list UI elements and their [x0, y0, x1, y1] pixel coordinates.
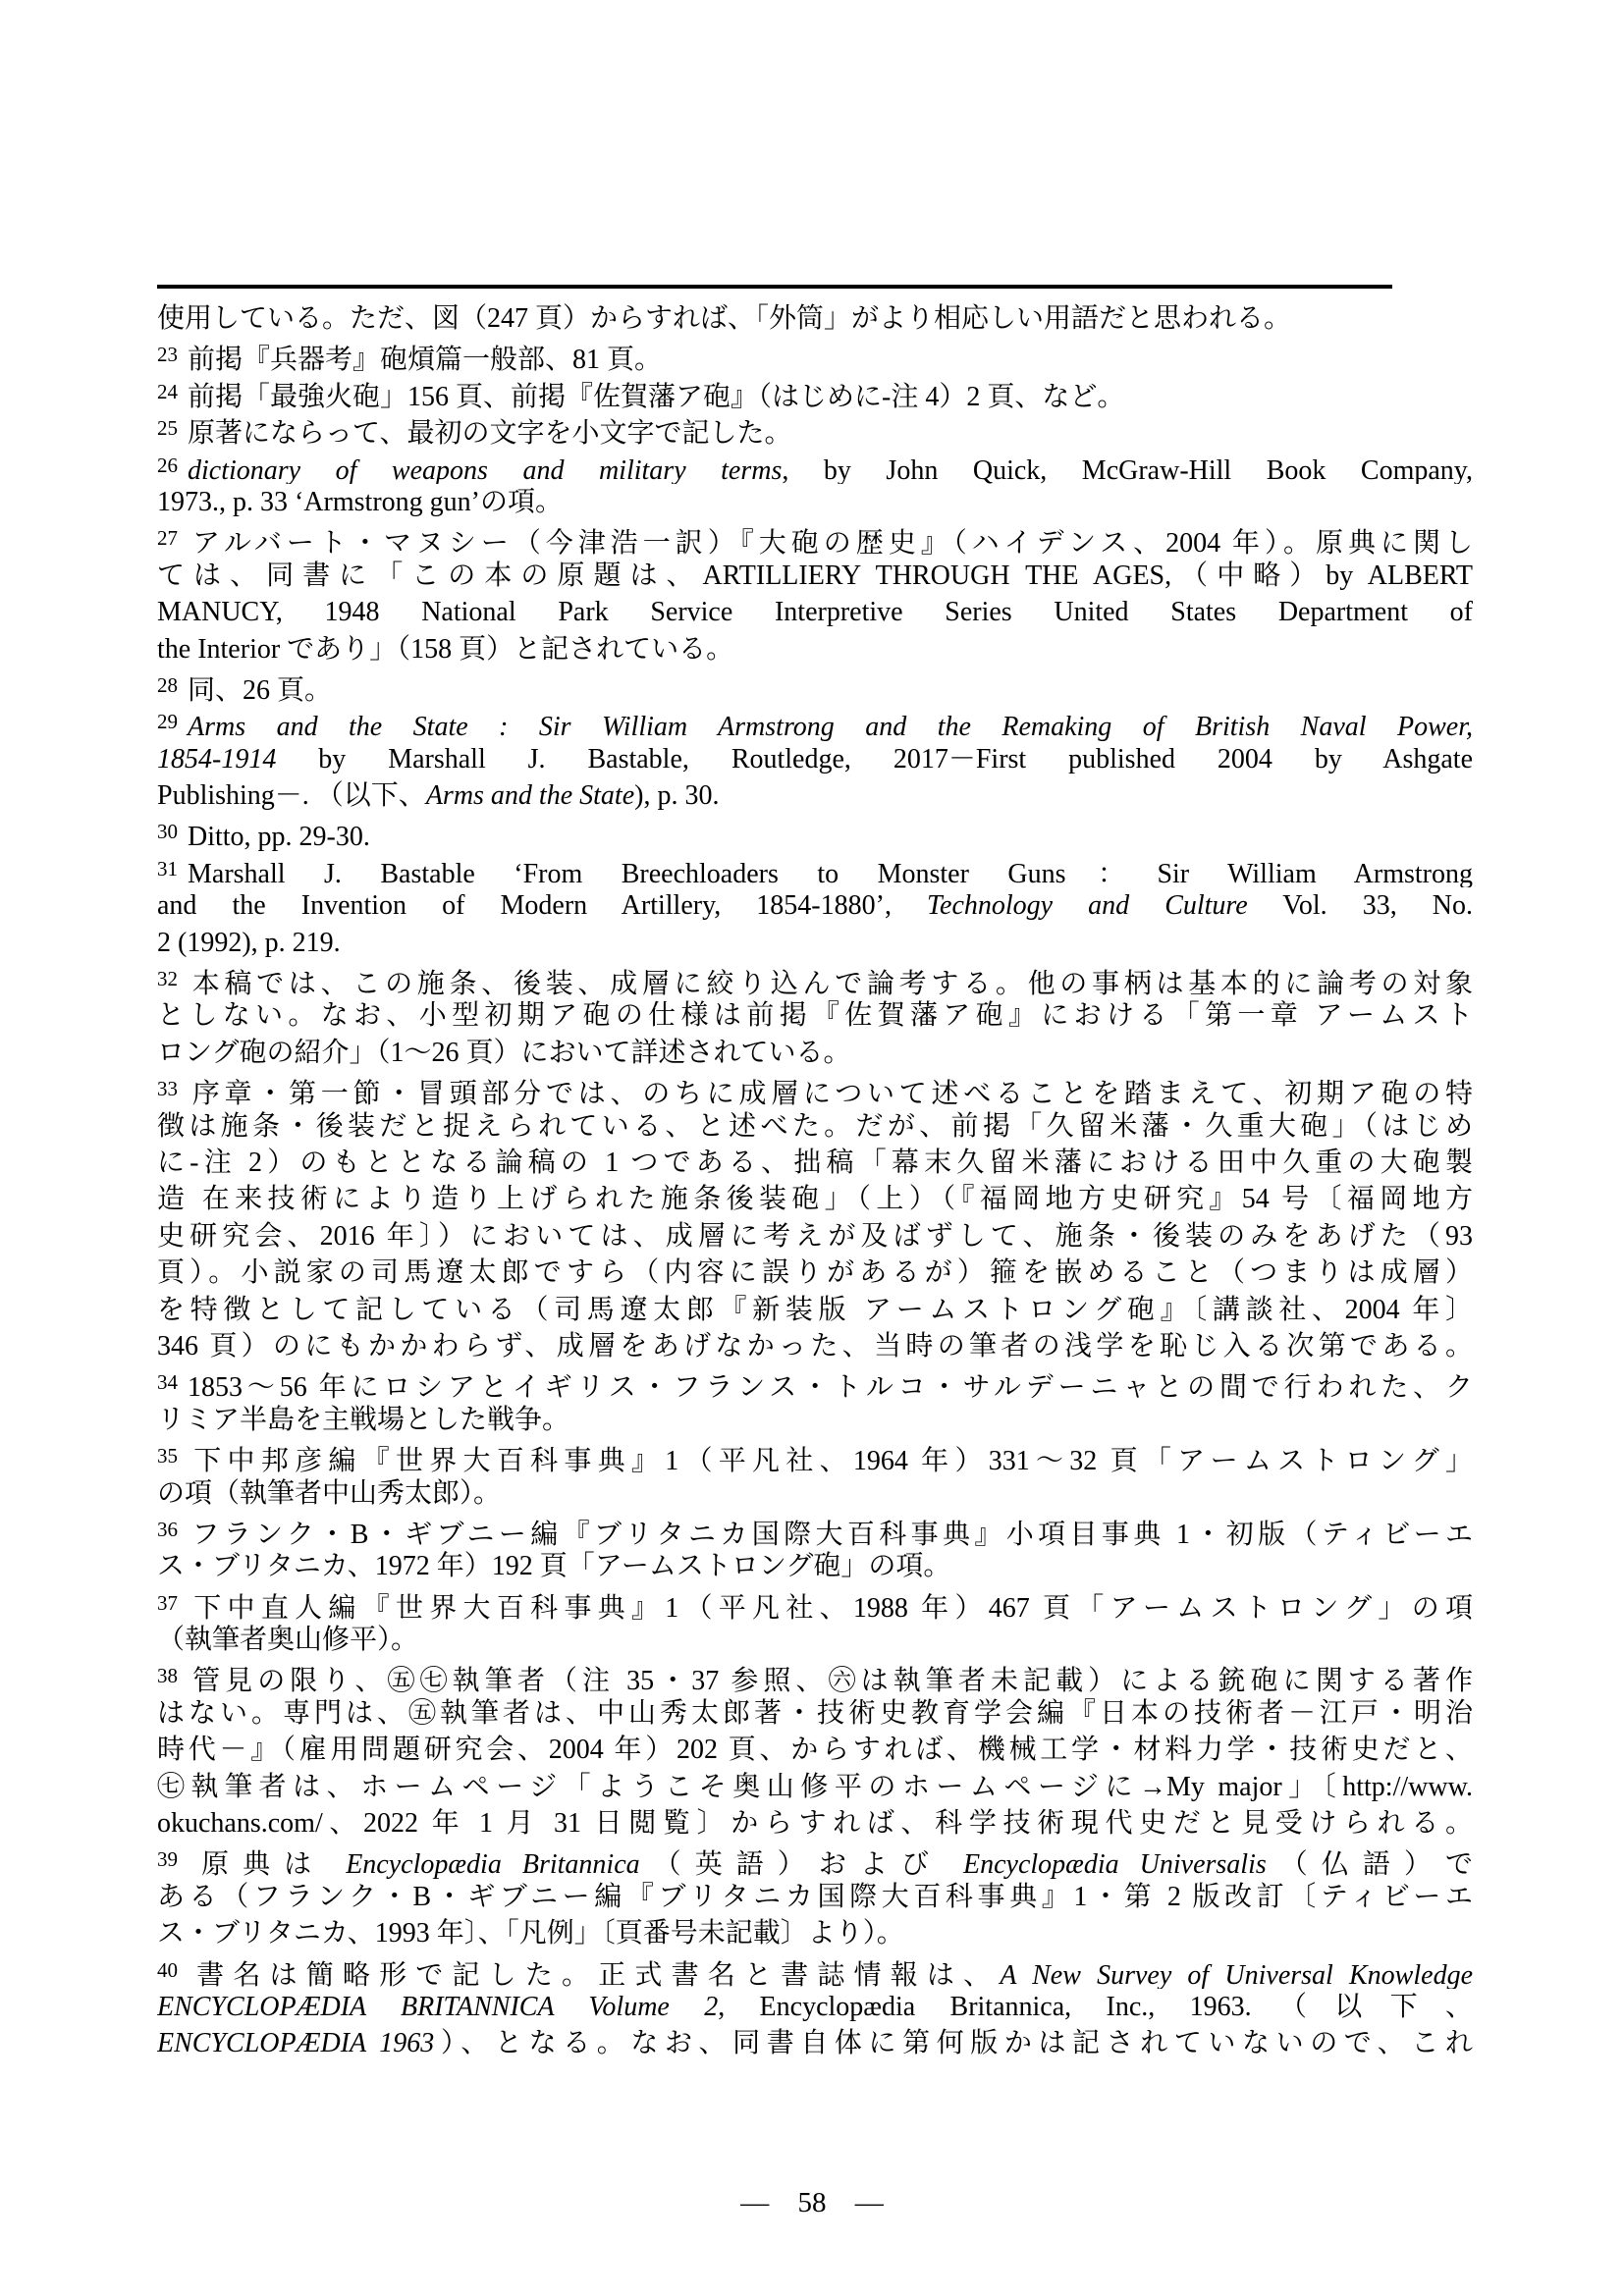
footnotes-block	[157, 300, 1473, 2062]
page-number: — 58 —	[740, 2187, 884, 2218]
footnote-line	[157, 997, 1473, 1034]
footnote-line	[157, 1438, 1473, 1474]
footnote-text-segment: Vol. 33, No.	[1247, 890, 1473, 922]
footnote-text-segment: 時代－』（雇用問題研究会、2004 年）202 頁、からすれば、機械工学・材料力学・技術史だと、	[157, 1735, 1473, 1766]
footnote-text-segment: ）、となる。なお、同書自体に第何版かは記されていないので、これ	[434, 2028, 1473, 2059]
footnote-text-segment: 本稿では、この施条、後装、成層に絞り込んで論考する。他の事柄は基本的に論考の対象	[188, 969, 1473, 998]
footnote-text-segment: 造 在来技術により造り上げられた施条後装砲」（上）（『福岡地方史研究』54 号〔福岡地方	[157, 1184, 1473, 1215]
footnote-number-marker: 37	[157, 1590, 178, 1615]
footnote-line	[157, 300, 1473, 337]
footnote-text-segment: 使用している。ただ、図（247 頁）からすれば、「外筒」がより相応しい用語だと思われる。	[157, 303, 1292, 334]
footnote-text-segment: （仏語）で	[1266, 1849, 1473, 1879]
footnote-line	[157, 1181, 1473, 1217]
footnote-line	[157, 814, 1473, 850]
footnote-line	[157, 1255, 1473, 1291]
footnote-text-segment: アルバート・マヌシー（今津浩一訳）『大砲の歴史』（ハイデンス、2004 年）。原典に関し	[188, 528, 1473, 558]
footnote-text-segment: フランク・B・ギブニー編『ブリタニカ国際大百科事典』小項目事典 1・初版（ティビーエ	[188, 1519, 1473, 1549]
footnote-line	[157, 1035, 1473, 1071]
footnote-line	[157, 777, 1473, 814]
footnote-number-marker: 29	[157, 710, 178, 734]
footnote-text-segment: 同、26 頁。	[188, 674, 333, 705]
footnote-text-segment: はない。専門は、㊄執筆者は、中山秀太郎著・技術史教育学会編『日本の技術者－江戸・明治	[157, 1697, 1473, 1729]
footnote-line	[157, 520, 1473, 557]
footnote-text-segment: dictionary of weapons and military terms	[188, 454, 783, 484]
footnote-line	[157, 1622, 1473, 1658]
footnote-line	[157, 374, 1473, 410]
footnote-text-segment: Encyclopædia Britannica	[346, 1849, 640, 1879]
footnote-number-marker: 23	[157, 343, 178, 367]
footnote-line	[157, 1915, 1473, 1951]
footnote-number-marker: 33	[157, 1077, 178, 1101]
footnote-line	[157, 631, 1473, 667]
footnote-line	[157, 2025, 1473, 2061]
footnote-text-segment: okuchans.com/、2022 年 1 月 31 日閲覧〕からすれば、科学技術現代史だと見受けられる。	[157, 1808, 1473, 1840]
footnote-text-segment: MANUCY, 1948 National Park Service Interpretive Series United States Department of	[157, 597, 1473, 628]
footnote-line	[157, 741, 1473, 777]
footnote-number-marker: 26	[157, 453, 178, 477]
footnote-text-segment: 頁）。小説家の司馬遼太郎ですら（内容に誤りがあるが）箍を嵌めること（つまりは成層）	[157, 1257, 1473, 1289]
footnote-number-marker: 25	[157, 416, 178, 441]
footnote-text-segment: Arms and the State	[425, 780, 635, 812]
footnote-number-marker: 32	[157, 967, 178, 991]
footnote-text-segment: 前掲「最強火砲」156 頁、前掲『佐賀藩ア砲』（はじめに-注 4）2 頁、など。	[188, 381, 1125, 411]
footnote-line	[157, 1475, 1473, 1512]
footnote-text-segment: ロング砲の紹介」（1～26 頁）において詳述されている。	[157, 1037, 851, 1068]
footnote-text-segment: 序章・第一節・冒頭部分では、のちに成層について述べることを踏まえて、初期ア砲の特	[188, 1079, 1473, 1108]
footnote-text-segment: 2 (1992), p. 219.	[157, 927, 341, 958]
footnote-text-segment: ては、同書に「この本の原題は、ARTILLIERY THROUGH THE AGES,（中略）by ALBERT	[157, 560, 1473, 591]
footnote-text-segment: 1853～56 年にロシアとイギリス・フランス・トルコ・サルデーニャとの間で行われた、ク	[188, 1372, 1473, 1402]
footnote-line	[157, 1989, 1473, 2025]
footnote-number-marker: 40	[157, 1957, 178, 1982]
footnote-number-marker: 30	[157, 820, 178, 844]
footnote-line	[157, 594, 1473, 630]
footnote-line	[157, 337, 1473, 373]
footnote-text-segment: リミア半島を主戦場とした戦争。	[157, 1404, 570, 1435]
footnote-text-segment: ㊆執筆者は、ホームページ「ようこそ奥山修平のホームページに→My major」〔http://www.	[157, 1771, 1473, 1802]
footnote-text-segment: 下中直人編『世界大百科事典』1（平凡社、1988 年）467 頁「アームストロング」の項	[188, 1592, 1473, 1623]
footnote-text-segment: の項（執筆者中山秀太郎）。	[157, 1477, 502, 1509]
footnote-text-segment: Technology and Culture	[927, 890, 1248, 922]
footnote-text-segment: Ditto, pp. 29-30.	[188, 822, 370, 851]
footnote-line	[157, 1695, 1473, 1732]
footnote-line	[157, 1952, 1473, 1989]
footnote-line	[157, 1108, 1473, 1145]
footnote-text-segment: としない。なお、小型初期ア砲の仕様は前掲『佐賀藩ア砲』における「第一章 アームスト	[157, 1000, 1473, 1032]
footnote-text-segment: , by John Quick, McGraw-Hill Book Company,	[782, 454, 1473, 484]
footnote-line	[157, 1732, 1473, 1768]
footnote-text-segment: Publishing－. （以下、	[157, 780, 426, 812]
footnote-text-segment: ENCYCLOPÆDIA 1963	[157, 2028, 435, 2059]
footnote-line	[157, 851, 1473, 887]
footnote-line	[157, 1218, 1473, 1255]
footnote-text-segment: 1973., p. 33 ‘Armstrong gun’の項。	[157, 486, 563, 517]
footnote-line	[157, 1364, 1473, 1401]
footnote-text-segment: 原著にならって、最初の文字を小文字で記した。	[188, 418, 792, 448]
footnote-number-marker: 36	[157, 1517, 178, 1541]
footnote-text-segment: A New Survey of Universal Knowledge	[1000, 1959, 1473, 1989]
footnote-text-segment: , Encyclopædia Britannica, Inc., 1963.（以下、	[718, 1991, 1473, 2022]
footnote-text-segment: ス・ブリタニカ、1972 年）192 頁「アームストロング砲」の項。	[157, 1551, 951, 1582]
footnote-line	[157, 887, 1473, 924]
footnote-line	[157, 1145, 1473, 1181]
footnote-number-marker: 24	[157, 379, 178, 403]
footnote-number-marker: 31	[157, 856, 178, 881]
footnote-line	[157, 1842, 1473, 1878]
footnote-number-marker: 38	[157, 1664, 178, 1688]
footnote-line	[157, 1512, 1473, 1548]
footnote-line	[157, 1292, 1473, 1328]
footnote-line	[157, 1805, 1473, 1842]
footnote-line	[157, 1658, 1473, 1694]
footnote-line	[157, 1769, 1473, 1805]
footnote-text-segment: に-注 2）のもととなる論稿の 1 つである、拙稿「幕末久留米藩における田中久重の大砲製	[157, 1147, 1473, 1178]
footnote-text-segment: 原典は	[188, 1849, 347, 1879]
footnote-text-segment: Marshall J. Bastable ‘From Breechloaders to Monster Guns：Sir William Armstrong	[188, 858, 1473, 888]
footnote-text-segment: ス・ブリタニカ、1993 年〕、「凡例」〔頁番号未記載〕より）。	[157, 1918, 904, 1949]
footnote-text-segment: 管見の限り、㊄㊆執筆者（注 35・37 参照、㊅は執筆者未記載）による銃砲に関する著作	[188, 1666, 1473, 1695]
footnote-line	[157, 704, 1473, 740]
footnote-text-segment: （英語）および	[639, 1849, 963, 1879]
footnote-text-segment: 1854-1914	[157, 743, 277, 774]
footnote-text-segment: を特徴として記している（司馬遼太郎『新装版 アームストロング砲』〔講談社、2004 年〕	[157, 1294, 1473, 1325]
footnote-separator-rule	[157, 285, 1392, 289]
footnote-text-segment: the Interior であり」（158 頁）と記されている。	[157, 633, 734, 665]
footnote-line	[157, 667, 1473, 704]
footnote-text-segment: 書名は簡略形で記した。正式書名と書誌情報は、	[188, 1959, 1001, 1989]
footnote-line	[157, 1585, 1473, 1622]
footnote-line	[157, 1879, 1473, 1915]
footnote-text-segment: ENCYCLOPÆDIA BRITANNICA Volume 2	[157, 1991, 719, 2022]
footnote-text-segment: 346 頁）のにもかかわらず、成層をあげなかった、当時の筆者の浅学を恥じ入る次第である。	[157, 1330, 1473, 1362]
footnote-text-segment: Arms and the State : Sir William Armstrong and the Remaking of British Naval Power,	[188, 712, 1473, 741]
footnote-line	[157, 1402, 1473, 1438]
footnote-line	[157, 961, 1473, 997]
footnote-text-segment: 下中邦彦編『世界大百科事典』1（平凡社、1964 年）331～32 頁「アームストロング」	[188, 1446, 1473, 1475]
footnote-text-segment: and the Invention of Modern Artillery, 1854-1880’,	[157, 890, 928, 922]
footnote-number-marker: 27	[157, 526, 178, 551]
footnote-line	[157, 558, 1473, 594]
footnote-text-segment: ある（フランク・B・ギブニー編『ブリタニカ国際大百科事典』1・第 2 版改訂〔ティビーエ	[157, 1881, 1473, 1912]
footnote-line	[157, 448, 1473, 484]
footnote-number-marker: 35	[157, 1444, 178, 1468]
footnote-line	[157, 1071, 1473, 1107]
footnote-line	[157, 484, 1473, 520]
footnote-text-segment: Encyclopædia Universalis	[963, 1849, 1267, 1879]
footnote-line	[157, 1328, 1473, 1364]
footnote-text-segment: ), p. 30.	[634, 780, 720, 812]
footnote-number-marker: 28	[157, 672, 178, 697]
footnote-text-segment: by Marshall J. Bastable, Routledge, 2017－First published 2004 by Ashgate	[276, 743, 1473, 774]
footnote-line	[157, 1548, 1473, 1584]
footnote-line	[157, 410, 1473, 447]
footnote-text-segment: 前掲『兵器考』砲熕篇一般部、81 頁。	[188, 345, 663, 374]
footnote-number-marker: 34	[157, 1370, 178, 1395]
footnote-text-segment: 史研究会、2016 年〕）においては、成層に考えが及ばずして、施条・後装のみをあげた（93	[157, 1220, 1473, 1252]
footnote-line	[157, 925, 1473, 961]
footnote-text-segment: 徴は施条・後装だと捉えられている、と述べた。だが、前掲「久留米藩・久重大砲」（はじめ	[157, 1110, 1473, 1142]
footnote-number-marker: 39	[157, 1847, 178, 1872]
footnote-text-segment: （執筆者奥山修平）。	[157, 1625, 419, 1656]
